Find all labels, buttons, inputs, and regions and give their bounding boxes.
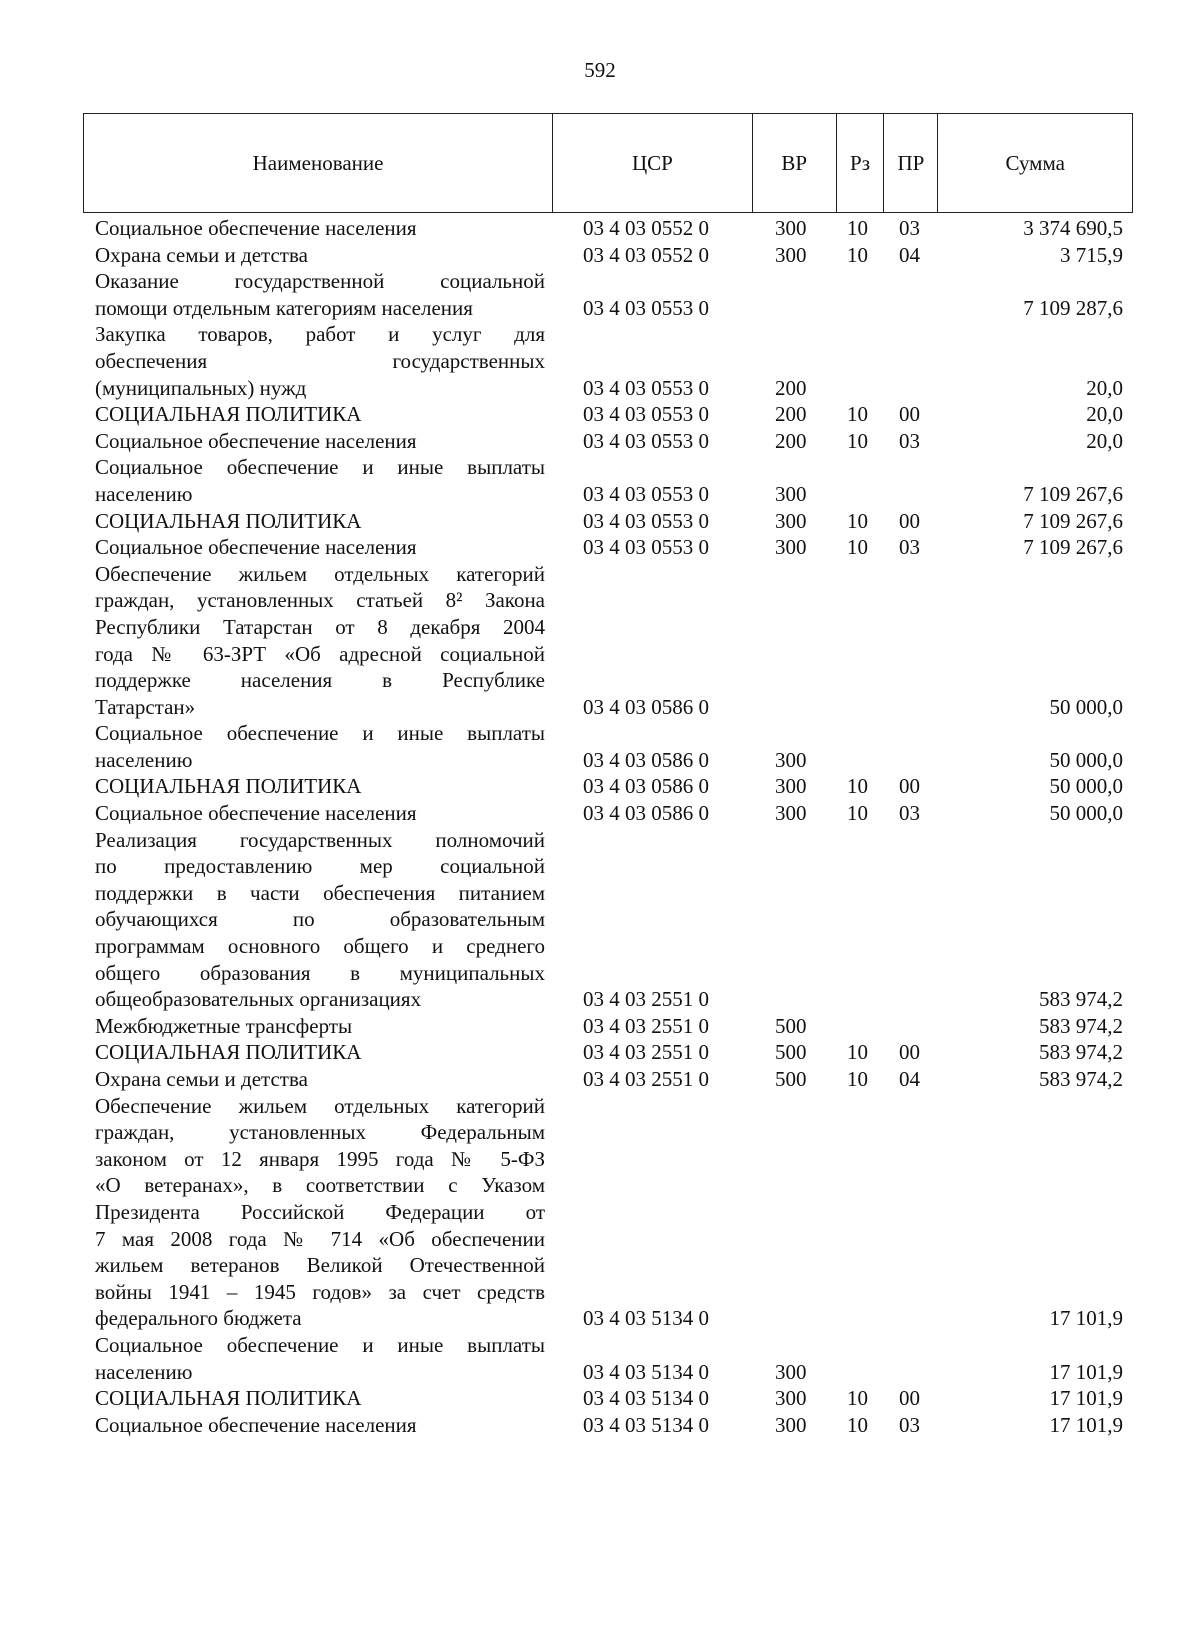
row-name <box>83 1093 553 1332</box>
row-name-line: Реализация государственных полномочий <box>95 827 545 852</box>
row-csr: 03 4 03 0553 0 <box>583 481 709 506</box>
row-sum: 50 000,0 <box>1049 801 1123 826</box>
table-row <box>83 561 1133 721</box>
row-rz: 10 <box>847 1040 868 1065</box>
table-row <box>83 215 1133 242</box>
row-name <box>83 242 553 269</box>
row-rz: 10 <box>847 1412 868 1437</box>
row-name-line: Закупка товаров, работ и услуг для <box>95 322 545 347</box>
table-row <box>83 1412 1133 1439</box>
header-pr: ПР <box>884 114 938 212</box>
header-vr: ВР <box>753 114 837 212</box>
row-rz: 10 <box>847 1067 868 1091</box>
row-name-line: СОЦИАЛЬНАЯ ПОЛИТИКА <box>95 402 362 427</box>
row-sum: 20,0 <box>1086 375 1123 400</box>
row-csr: 03 4 03 2551 0 <box>583 1040 709 1065</box>
row-sum: 3 374 690,5 <box>1023 216 1123 240</box>
row-vr: 300 <box>775 1386 807 1411</box>
row-vr: 200 <box>775 375 807 400</box>
table-row <box>83 454 1133 507</box>
row-sum: 7 109 267,6 <box>1023 508 1123 533</box>
row-name-line: Социальное обеспечение и иные выплаты <box>95 721 545 746</box>
row-sum: 50 000,0 <box>1049 694 1123 719</box>
row-csr: 03 4 03 0553 0 <box>583 535 709 560</box>
row-name <box>83 1013 553 1040</box>
row-vr: 300 <box>775 242 807 267</box>
table-row <box>83 800 1133 827</box>
budget-table <box>83 113 1133 1438</box>
row-name-line: поддержке населения в Республике <box>95 668 545 693</box>
row-csr: 03 4 03 0553 0 <box>583 375 709 400</box>
row-name-line: федерального бюджета <box>95 1306 302 1331</box>
row-csr: 03 4 03 0553 0 <box>583 508 709 533</box>
row-pr: 00 <box>899 402 920 427</box>
row-name <box>83 827 553 1013</box>
row-sum: 20,0 <box>1086 402 1123 427</box>
row-name-line: СОЦИАЛЬНАЯ ПОЛИТИКА <box>95 1040 362 1065</box>
row-rz: 10 <box>847 242 868 267</box>
row-name <box>83 508 553 535</box>
table-row <box>83 508 1133 535</box>
row-name <box>83 321 553 401</box>
row-name-line: по предоставлению мер социальной <box>95 854 545 879</box>
row-csr: 03 4 03 0553 0 <box>583 428 709 453</box>
header-name: Наименование <box>84 114 553 212</box>
table-body <box>83 215 1133 1438</box>
row-name-line: года № 63-ЗРТ «Об адресной социальной <box>95 641 545 666</box>
table-row <box>83 1039 1133 1066</box>
row-name <box>83 773 553 800</box>
row-name-line: Социальное обеспечение и иные выплаты <box>95 455 545 480</box>
row-name <box>83 428 553 455</box>
row-rz: 10 <box>847 508 868 533</box>
row-rz: 10 <box>847 1386 868 1411</box>
row-name-line: Обеспечение жильем отдельных категорий <box>95 561 545 586</box>
table-row <box>83 321 1133 401</box>
row-name <box>83 561 553 721</box>
row-name-line: Татарстан» <box>95 694 196 719</box>
row-name-line: «О ветеранах», в соответствии с Указом <box>95 1173 545 1198</box>
table-row <box>83 268 1133 321</box>
row-name <box>83 401 553 428</box>
row-vr: 300 <box>775 774 807 799</box>
row-vr: 300 <box>775 481 807 506</box>
row-name-line: 7 мая 2008 года № 714 «Об обеспечении <box>95 1226 545 1251</box>
row-rz: 10 <box>847 428 868 453</box>
row-sum: 50 000,0 <box>1049 747 1123 772</box>
table-header <box>83 113 1133 213</box>
row-csr: 03 4 03 2551 0 <box>583 1013 709 1038</box>
table-row <box>83 773 1133 800</box>
header-rz: Рз <box>837 114 885 212</box>
row-sum: 7 109 267,6 <box>1023 535 1123 560</box>
row-csr: 03 4 03 5134 0 <box>583 1306 709 1331</box>
row-vr: 500 <box>775 1040 807 1065</box>
table-row <box>83 827 1133 1013</box>
row-name-line: граждан, установленных статьей 8² Закона <box>95 588 545 613</box>
row-vr: 200 <box>775 428 807 453</box>
row-pr: 00 <box>899 774 920 799</box>
row-csr: 03 4 03 0586 0 <box>583 694 709 719</box>
row-name-line: Социальное обеспечение и иные выплаты <box>95 1332 545 1357</box>
row-name <box>83 800 553 827</box>
row-name-line: населению <box>95 747 193 772</box>
row-pr: 00 <box>899 1386 920 1411</box>
table-row <box>83 534 1133 561</box>
row-name <box>83 534 553 561</box>
row-name-line: законом от 12 января 1995 года № 5-ФЗ <box>95 1146 545 1171</box>
table-row <box>83 1093 1133 1332</box>
row-name <box>83 268 553 321</box>
row-csr: 03 4 03 0552 0 <box>583 242 709 267</box>
row-rz: 10 <box>847 774 868 799</box>
row-pr: 03 <box>899 428 920 453</box>
row-name-line: программам основного общего и среднего <box>95 934 545 959</box>
row-pr: 04 <box>899 1067 920 1091</box>
row-csr: 03 4 03 0553 0 <box>583 402 709 427</box>
row-vr: 300 <box>775 747 807 772</box>
row-csr: 03 4 03 0586 0 <box>583 747 709 772</box>
table-row <box>83 1066 1133 1093</box>
table-row <box>83 428 1133 455</box>
row-name-line: (муниципальных) нужд <box>95 375 307 400</box>
row-name-line: Оказание государственной социальной <box>95 269 545 294</box>
header-sum: Сумма <box>1005 150 1065 175</box>
row-sum: 20,0 <box>1086 428 1123 453</box>
row-name <box>83 720 553 773</box>
page-number: 592 <box>584 58 616 82</box>
row-name <box>83 1332 553 1385</box>
row-name-line: общего образования в муниципальных <box>95 960 545 985</box>
row-name-line: СОЦИАЛЬНАЯ ПОЛИТИКА <box>95 1386 362 1411</box>
row-rz: 10 <box>847 402 868 427</box>
row-sum: 3 715,9 <box>1060 242 1123 267</box>
row-sum: 17 101,9 <box>1049 1306 1123 1331</box>
row-csr: 03 4 03 2551 0 <box>583 987 709 1012</box>
row-name-line: Социальное обеспечение населения <box>95 801 417 826</box>
row-name-line: поддержки в части обеспечения питанием <box>95 880 545 905</box>
row-csr: 03 4 03 0552 0 <box>583 216 709 240</box>
row-name-line: обеспечения государственных <box>95 348 545 373</box>
row-pr: 03 <box>899 801 920 826</box>
row-rz: 10 <box>847 535 868 560</box>
row-rz: 10 <box>847 801 868 826</box>
row-pr: 00 <box>899 1040 920 1065</box>
row-csr: 03 4 03 5134 0 <box>583 1412 709 1437</box>
row-pr: 00 <box>899 508 920 533</box>
table-row <box>83 720 1133 773</box>
header-csr: ЦСР <box>553 114 753 212</box>
row-name <box>83 1385 553 1412</box>
row-vr: 200 <box>775 402 807 427</box>
row-vr: 500 <box>775 1067 807 1091</box>
row-name <box>83 1039 553 1066</box>
row-csr: 03 4 03 2551 0 <box>583 1067 709 1091</box>
row-sum: 583 974,2 <box>1039 987 1123 1012</box>
row-sum: 583 974,2 <box>1039 1040 1123 1065</box>
row-pr: 04 <box>899 242 920 267</box>
table-row <box>83 1385 1133 1412</box>
row-name <box>83 1066 553 1093</box>
row-name-line: Социальное обеспечение населения <box>95 1412 417 1437</box>
row-name-line: Обеспечение жильем отдельных категорий <box>95 1093 545 1118</box>
row-vr: 500 <box>775 1013 807 1038</box>
row-name-line: СОЦИАЛЬНАЯ ПОЛИТИКА <box>95 774 362 799</box>
table-row <box>83 1332 1133 1385</box>
row-name-line: общеобразовательных организациях <box>95 987 422 1012</box>
row-pr: 03 <box>899 216 920 240</box>
table-row <box>83 401 1133 428</box>
row-name-line: войны 1941 – 1945 годов» за счет средств <box>95 1279 545 1304</box>
row-sum: 7 109 287,6 <box>1023 295 1123 320</box>
row-name-line: населению <box>95 1359 193 1384</box>
row-name-line: Охрана семьи и детства <box>95 242 308 267</box>
row-csr: 03 4 03 5134 0 <box>583 1359 709 1384</box>
row-name-line: Социальное обеспечение населения <box>95 216 417 240</box>
row-vr: 300 <box>775 508 807 533</box>
row-vr: 300 <box>775 1412 807 1437</box>
row-csr: 03 4 03 0586 0 <box>583 774 709 799</box>
row-name-line: помощи отдельным категориям населения <box>95 295 473 320</box>
row-vr: 300 <box>775 1359 807 1384</box>
row-name-line: Межбюджетные трансферты <box>95 1013 353 1038</box>
table-row <box>83 1013 1133 1040</box>
row-name-line: СОЦИАЛЬНАЯ ПОЛИТИКА <box>95 508 362 533</box>
row-sum: 17 101,9 <box>1049 1359 1123 1384</box>
table-row <box>83 242 1133 269</box>
row-csr: 03 4 03 0586 0 <box>583 801 709 826</box>
row-vr: 300 <box>775 801 807 826</box>
row-name-line: жильем ветеранов Великой Отечественной <box>95 1253 545 1278</box>
row-name <box>83 1412 553 1439</box>
row-pr: 03 <box>899 535 920 560</box>
row-rz: 10 <box>847 216 868 240</box>
row-csr: 03 4 03 5134 0 <box>583 1386 709 1411</box>
row-name-line: Республики Татарстан от 8 декабря 2004 <box>95 614 545 639</box>
row-sum: 7 109 267,6 <box>1023 481 1123 506</box>
row-name-line: Охрана семьи и детства <box>95 1067 308 1091</box>
row-name-line: Социальное обеспечение населения <box>95 428 417 453</box>
row-sum: 17 101,9 <box>1049 1412 1123 1437</box>
row-sum: 583 974,2 <box>1039 1067 1123 1091</box>
row-name <box>83 454 553 507</box>
row-vr: 300 <box>775 216 807 240</box>
row-csr: 03 4 03 0553 0 <box>583 295 709 320</box>
row-vr: 300 <box>775 535 807 560</box>
row-sum: 50 000,0 <box>1049 774 1123 799</box>
row-name-line: Социальное обеспечение населения <box>95 535 417 560</box>
row-name-line: Президента Российской Федерации от <box>95 1199 545 1224</box>
row-name-line: граждан, установленных Федеральным <box>95 1120 545 1145</box>
row-sum: 583 974,2 <box>1039 1013 1123 1038</box>
row-name-line: обучающихся по образовательным <box>95 907 545 932</box>
row-name-line: населению <box>95 481 193 506</box>
row-sum: 17 101,9 <box>1049 1386 1123 1411</box>
row-pr: 03 <box>899 1412 920 1437</box>
row-name <box>83 215 553 242</box>
